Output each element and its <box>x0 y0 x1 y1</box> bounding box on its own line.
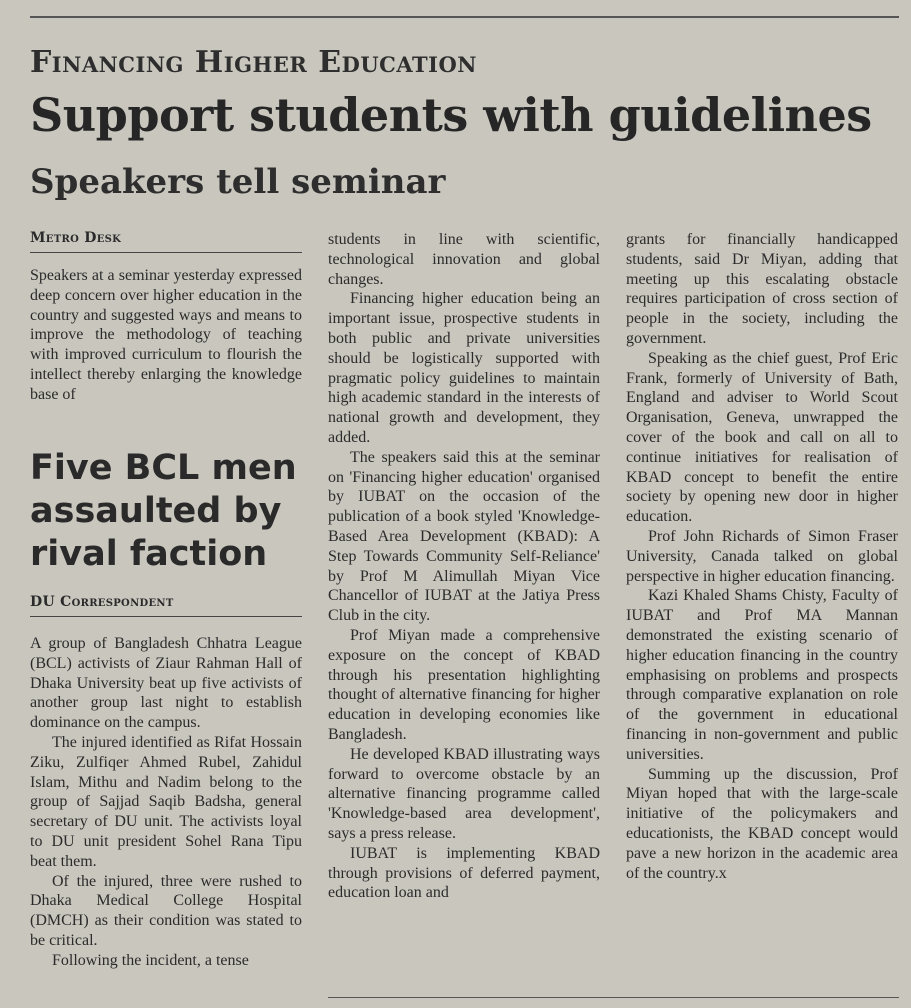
paragraph: He developed KBAD illustrating ways forward to overcome obstacle by an alternative financing programme called 'Knowledge-based area development', says a press release. <box>328 745 600 842</box>
story2-column <box>30 634 302 971</box>
paragraph: grants for financially handicapped students, said Dr Miyan, adding that meeting up this escalating obstacle requires participation of cross section of people in the society, including the government. <box>626 231 898 347</box>
paragraph: The speakers said this at the seminar on 'Financing higher education' organised by IUBAT on the occasion of the publication of a book styled 'Knowledge-Based Area Development (KBAD): A Step Towards Community Self-Reliance' by Prof M Alimullah Miyan Vice Chancellor of IUBAT at the Jatiya Press Club in the city. <box>328 448 600 625</box>
kicker: Financing Higher Education <box>30 45 477 80</box>
paragraph: Speaking as the chief guest, Prof Eric Frank, formerly of University of Bath, England and adviser to World Scout Organisation, Geneva, unwrapped the cover of the book and call on all to continue initiatives for realisation of KBAD concept to benefit the entire society by opening new door in higher education. <box>626 349 898 526</box>
paragraph: Prof Miyan made a comprehensive exposure on the concept of KBAD through his presentation highlighting thought of alternative financing for higher education in developing economies like Bangladesh. <box>328 626 600 743</box>
article-column-1 <box>30 266 302 405</box>
article-column-2 <box>328 230 600 903</box>
paragraph: IUBAT is implementing KBAD through provisions of deferred payment, education loan and <box>328 844 600 902</box>
article-column-3 <box>626 230 898 883</box>
paragraph: students in line with scientific, technological innovation and global changes. <box>328 231 600 288</box>
paragraph: Financing higher education being an important issue, prospective students in both public and private universities should be logistically supported with pragmatic policy guidelines to maintain high academic standard in the interests of national growth and development, they added. <box>328 290 600 446</box>
byline-du-correspondent: DU Correspondent <box>30 594 302 617</box>
paragraph: The injured identified as Rifat Hossain Ziku, Zulfiqer Ahmed Rubel, Zahidul Islam, Mithu and Nadim belong to the group of Sajjad Saqib Badsha, general secretary of DU unit. The activists loyal to DU unit president Sohel Rana Tipu beat them. <box>30 733 302 870</box>
paragraph: Summing up the discussion, Prof Miyan hoped that with the large-scale initiative of the policymakers and educationists, the KBAD concept would pave a new horizon in the academic area of the country.x <box>626 765 898 882</box>
paragraph: Of the injured, three were rushed to Dhaka Medical College Hospital (DMCH) as their condition was stated to be critical. <box>30 872 302 949</box>
byline-metro-desk: Metro Desk <box>30 230 302 253</box>
headline: Support students with guidelines <box>30 88 872 142</box>
top-rule <box>30 16 899 18</box>
story2-headline: Five BCL men assaulted by rival faction <box>30 448 297 574</box>
paragraph: Following the incident, a tense <box>52 951 249 969</box>
paragraph: Speakers at a seminar yesterday expressed deep concern over higher education in the country and suggested ways and means to improve the methodology of teaching with improved curriculum to flourish the intellect thereby enlarging the knowledge base of <box>30 267 302 403</box>
paragraph: A group of Bangladesh Chhatra League (BCL) activists of Ziaur Rahman Hall of Dhaka University beat up five activists of another group last night to establish dominance on the campus. <box>30 635 302 732</box>
paragraph: Prof John Richards of Simon Fraser University, Canada talked on global perspective in higher education financing. <box>626 527 898 585</box>
paragraph: Kazi Khaled Shams Chisty, Faculty of IUBAT and Prof MA Mannan demonstrated the existing scenario of higher education financing in the country emphasising on problems and prospects through comparative explanation on role of the government in educational financing in non-government and public universities. <box>626 587 898 763</box>
subhead: Speakers tell seminar <box>30 162 446 202</box>
bottom-rule <box>328 997 899 998</box>
